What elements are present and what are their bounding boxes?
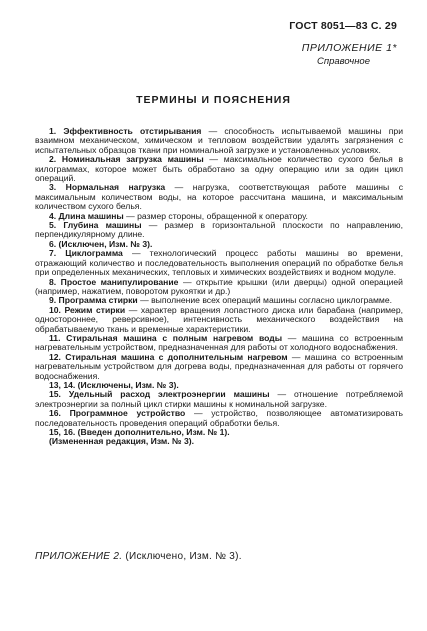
term-paragraph: [35, 183, 403, 211]
term-name: 8. Простое манипулирование: [49, 276, 179, 287]
appendix-2-status: (Исключено, Изм. № 3).: [122, 551, 242, 562]
term-name: 12. Стиральная машина с дополнительным нагревом: [49, 351, 288, 362]
term-definition: — технологический процесс работы машины во времени, отражающий количество и последовательность выполнения операций по обработке белья при определенных механических, тепловых и химических воздействиях и водном модуле.: [35, 248, 403, 278]
term-paragraph: [35, 155, 403, 183]
term-definition: — размер в горизонтальной плоскости по направлению, перпендикулярному длине.: [35, 220, 403, 240]
term-definition: — выполнение всех операций машины согласно циклограмме.: [137, 295, 393, 306]
term-definition: — характер вращения лопастного диска или барабана (например, одностороннее, реверсивное), интенсивность механического воздействия на обрабатываемую ткань и временные характеристики.: [35, 304, 403, 334]
term-definition: — максимальное количество сухого белья в килограммах, которое может быть обработано за одну операцию или за один цикл операций.: [35, 154, 404, 184]
term-definition: — размер стороны, обращенной к оператору.: [123, 210, 308, 221]
term-name: (Измененная редакция, Изм. № 3).: [49, 436, 195, 447]
term-name: 9. Программа стирки: [49, 295, 138, 306]
term-name: 4. Длина машины: [49, 210, 124, 221]
term-paragraph: [35, 306, 403, 334]
appendix-2-label: ПРИЛОЖЕНИЕ 2.: [35, 551, 123, 562]
term-name: 5. Глубина машины: [49, 220, 142, 231]
section-title: ТЕРМИНЫ И ПОЯСНЕНИЯ: [136, 94, 291, 106]
term-paragraph: [35, 334, 403, 353]
term-name: 1. Эффективность отстирывания: [49, 126, 202, 136]
term-definition: — способность испытываемой машины при взаимном механическом, химическом и тепловом воздействии удалять загрязнения с испытательных образцов ткани при номинальной загрузке и установленных условиях.: [35, 126, 403, 155]
term-definition: — машина со встроенным нагревательным устройством для догрева воды, предназначенная для работы от горячего водоснабжения.: [35, 351, 403, 381]
term-definition: — отношение потребляемой электроэнергии за полный цикл стирки машины к номинальной загрузке.: [35, 389, 404, 409]
term-name: 6. (Исключен, Изм. № 3).: [49, 238, 153, 249]
term-paragraph: [35, 437, 403, 446]
term-name: 15, 16. (Введен дополнительно, Изм. № 1).: [49, 427, 230, 437]
term-name: 11. Стиральная машина с полным нагревом воды: [49, 332, 283, 343]
term-paragraph: [35, 127, 403, 155]
term-name: 7. Циклограмма: [49, 248, 123, 259]
term-definition: — открытие крышки (или дверцы) одной операцией (например, нажатием, поворотом рукоятки и др.): [35, 276, 403, 296]
term-name: 2. Номинальная загрузка машины: [49, 154, 204, 165]
appendix-label: ПРИЛОЖЕНИЕ 1*: [301, 42, 397, 54]
term-paragraph: [35, 278, 403, 297]
term-name: 13, 14. (Исключены, Изм. № 3).: [49, 379, 179, 390]
term-name: 16. Программное устройство: [49, 408, 186, 419]
term-paragraph: [35, 353, 403, 381]
term-paragraph: [35, 221, 403, 240]
term-name: 10. Режим стирки: [49, 304, 126, 315]
standard-reference: ГОСТ 8051—83 С. 29: [289, 20, 397, 32]
terms-body: [35, 127, 403, 447]
term-definition: — машина со встроенным нагревательным устройством, предназначенная для работы от холодного водоснабжения.: [35, 332, 403, 353]
appendix-subtitle: Справочное: [317, 56, 370, 67]
term-paragraph: [35, 409, 403, 428]
term-paragraph: [35, 249, 403, 277]
term-definition: — устройство, позволяющее автоматизировать последовательность проведения операций обработки белья.: [35, 408, 403, 428]
term-name: 3. Нормальная нагрузка: [49, 182, 166, 193]
term-definition: — нагрузка, соответствующая работе машины с максимальным количеством воды, на которое рассчитана машина, и максимальным количеством сухого белья.: [35, 182, 403, 212]
appendix-2-note: [35, 551, 242, 562]
term-paragraph: [35, 390, 403, 409]
term-name: 15. Удельный расход электроэнергии машины: [49, 389, 270, 400]
